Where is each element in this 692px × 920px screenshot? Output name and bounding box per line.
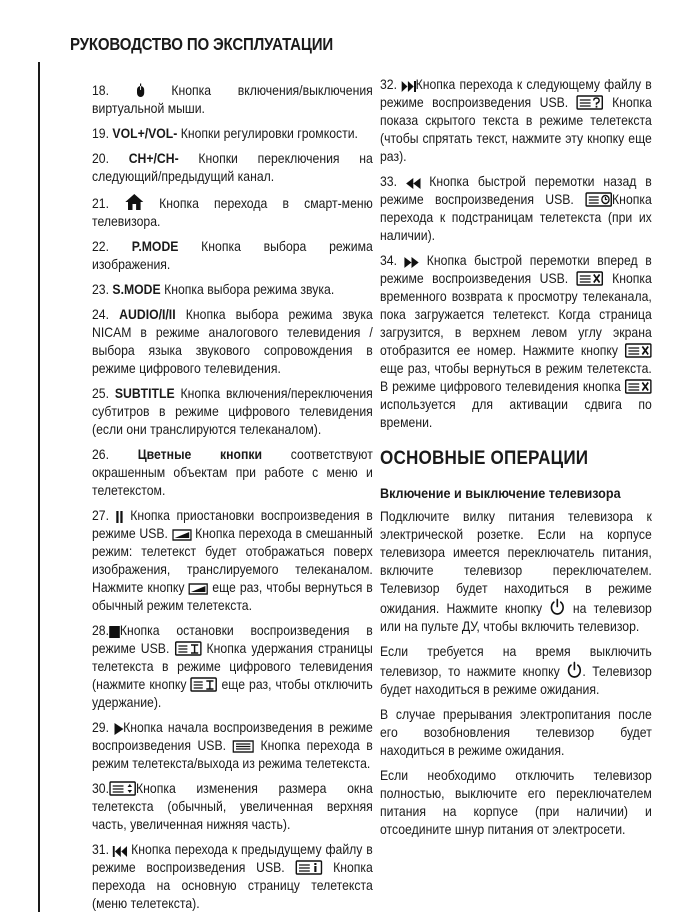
teletext-index-icon (295, 860, 322, 875)
list-item: 22. P.MODE Кнопка выбора режима изображения. (92, 239, 373, 272)
stop-icon (109, 626, 120, 638)
list-item: 21. Кнопка перехода в смарт-меню телевизора. (92, 193, 373, 231)
list-item: 32. Кнопка перехода к следующему файлу в режиме воспроизведения USB. Кнопка показа скрытого текста в режиме телетекста (чтобы спрятать текст, нажмите эту кнопку еще раз). (380, 77, 652, 164)
power-icon (566, 661, 582, 679)
paragraph: Если необходимо отключить телевизор полностью, выключите его переключателем питания на корпусе (при наличии) и отсоедините шнур питания от электросети. (380, 768, 652, 837)
list-item: 25. SUBTITLE Кнопка включения/переключения субтитров в режиме цифрового телевидения (если они транслируются телеканалом). (92, 386, 373, 437)
list-item: 29. Кнопка начала воспроизведения в режиме воспроизведения USB. Кнопка перехода в режим телетекста/выхода из режима телетекста. (92, 720, 373, 771)
teletext-cancel-icon (625, 343, 652, 358)
section-title: ОСНОВНЫЕ ОПЕРАЦИИ (380, 448, 589, 469)
list-item: 23. S.MODE Кнопка выбора режима звука. (92, 282, 335, 297)
list-item: 34. Кнопка быстрой перемотки вперед в режиме воспроизведения USB. Кнопка временного возврата к просмотру телеканала, пока загружается телетекст. Когда страница загрузится, в верхнем левом углу экрана отобразится ее номер. Нажмите кнопку еще раз, чтобы вернуться в режим телетекста. В режиме цифрового телевидения кнопка используется для активации сдвига по времени. (380, 253, 652, 430)
list-item: 19. VOL+/VOL- Кнопки регулировки громкости. (92, 126, 358, 141)
list-item: 26. Цветные кнопки соответствуют окрашенным объектам при работе с меню и телетекстом. (92, 447, 373, 498)
teletext-cancel-icon (625, 379, 652, 394)
right-column (380, 76, 652, 846)
subsection-title: Включение и выключение телевизора (380, 485, 621, 501)
power-icon (549, 598, 565, 616)
list-item: 18. Кнопка включения/выключения виртуальной мыши. (92, 83, 373, 116)
play-icon (114, 723, 123, 735)
next-file-icon (401, 81, 415, 92)
paragraph: В случае прерывания электропитания после его возобновления телевизор будет находиться в режиме ожидания. (380, 707, 652, 758)
rewind-icon (406, 178, 420, 189)
teletext-mix-icon (188, 583, 208, 595)
teletext-hold-icon (190, 677, 217, 692)
fast-forward-icon (405, 257, 419, 268)
previous-file-icon (113, 846, 127, 857)
list-item: 28. Кнопка остановки воспроизведения в режиме USB. Кнопка удержания страницы телетекста в режиме цифрового телевидения (нажмите кнопку еще раз, чтобы отключить удержание). (92, 623, 373, 710)
margin-rule (38, 62, 40, 912)
teletext-hold-icon (174, 641, 201, 656)
list-item: 24. AUDIO/I/II Кнопка выбора режима звука NICAM в режиме аналогового телевидения / выбора языка звукового сопровождения в режиме цифрового телевидения. (92, 307, 373, 376)
pause-icon (116, 511, 124, 523)
home-icon (124, 193, 144, 211)
list-item: 30. Кнопка изменения размера окна телетекста (обычный, увеличенная верхняя часть, увеличенная нижняя часть). (92, 781, 373, 832)
teletext-icon (232, 740, 254, 753)
left-column (92, 82, 373, 920)
page-header: РУКОВОДСТВО ПО ЭКСПЛУАТАЦИИ (70, 34, 333, 54)
paragraph: Подключите вилку питания телевизора к электрической розетке. Если на корпусе телевизора имеется переключатель питания, включите телевизор переключателем. Телевизор будет находиться в режиме ожидания. Нажмите кнопку на телевизор или на пульте ДУ, чтобы включить телевизор. (380, 509, 652, 634)
mouse-icon (136, 83, 145, 98)
teletext-subpage-icon (585, 192, 612, 207)
list-item: 31. Кнопка перехода к предыдущему файлу в режиме воспроизведения USB. Кнопка перехода на основную страницу телетекста (меню телетекста). (92, 842, 373, 911)
list-item: 27. Кнопка приостановки воспроизведения в режиме USB. Кнопка перехода в смешанный режим: телетекст будет отображаться поверх изображения, транслируемого телеканалом. Нажмите кнопку еще раз, чтобы вернуться в обычный режим телетекста. (92, 508, 373, 613)
teletext-cancel-icon (577, 271, 604, 286)
paragraph: Если требуется на время выключить телевизор, то нажмите кнопку . Телевизор будет находиться в режиме ожидания. (380, 644, 652, 697)
teletext-size-icon (109, 781, 136, 796)
teletext-mix-icon (172, 529, 192, 541)
list-item: 20. CH+/CH- Кнопки переключения на следующий/предыдущий канал. (92, 151, 373, 184)
list-item: 33. Кнопка быстрой перемотки назад в режиме воспроизведения USB. Кнопка перехода к подстраницам телетекста (при их наличии). (380, 174, 652, 243)
teletext-reveal-icon (577, 95, 604, 110)
